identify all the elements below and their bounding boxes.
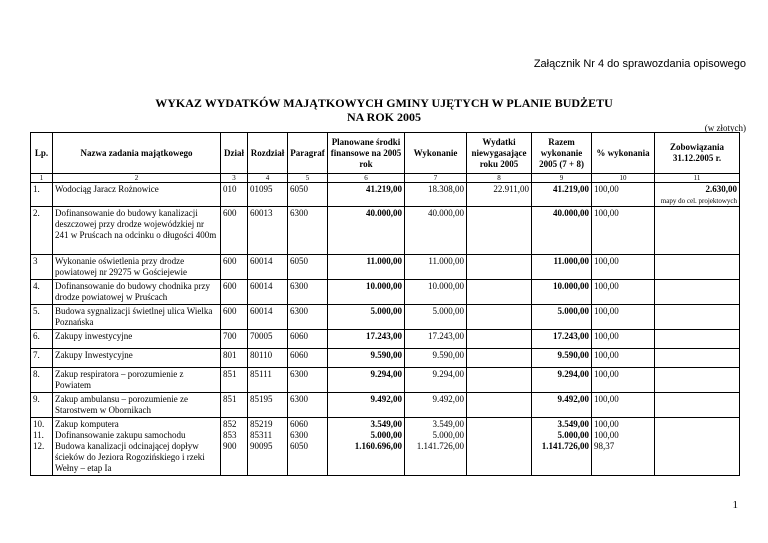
row-total-text: 9.492,00 [557,394,589,404]
row-dzial-text: 700 [223,331,237,341]
row-planned-text: 17.243,00 [366,331,402,341]
row-rozdzial [248,255,288,280]
row-obligations [655,207,740,255]
row-percent-text: 100,00 [594,331,619,341]
row-executed-text: 9.492,00 [432,394,464,404]
row-dzial [221,349,248,368]
group-paragraf-item: 6050 [290,441,308,451]
row-nonexpiring [467,305,532,330]
row-percent-text: 100,00 [594,208,619,218]
group-percent-item: 100,00 [594,430,619,440]
group-executed-item: 3.549,00 [432,419,464,429]
page-number: 1 [732,499,738,511]
row-executed [405,280,467,305]
row-total [532,183,592,207]
row-planned-text: 5.000,00 [370,306,402,316]
header-row [31,133,740,174]
row-total [532,305,592,330]
table-row [31,393,740,418]
row-percent-text: 100,00 [594,184,619,194]
row-total [532,393,592,418]
row-paragraf [288,255,328,280]
row-dzial [221,330,248,349]
row-planned-text: 9.492,00 [370,394,402,404]
row-rozdzial-text: 85195 [250,394,273,404]
row-lp-text: 6. [33,331,40,341]
row-dzial-text: 600 [223,306,237,316]
group-paragraf-item: 6300 [290,430,308,440]
group-name-item: Budowa kanalizacji odcinającej dopływ ścieków do Jeziora Rogozińskiego i rzeki Wełny – etap Ia [55,441,205,473]
row-rozdzial-text: 85111 [250,369,272,379]
row-percent-text: 100,00 [594,281,619,291]
row-lp [31,368,53,393]
obligation-note: mapy do cel. projektowych [660,197,737,205]
row-percent-text: 100,00 [594,350,619,360]
row-planned [328,305,405,330]
row-obligations [655,255,740,280]
row-lp [31,255,53,280]
row-rozdzial [248,330,288,349]
row-name-text: Wykonanie oświetlenia przy drodze powiatowej nr 29275 w Gościejewie [55,256,187,277]
row-paragraf [288,280,328,305]
unit-label: (w złotych) [704,123,746,133]
row-total [532,349,592,368]
row-obligations [655,280,740,305]
row-total [532,207,592,255]
row-planned-text: 40.000,00 [366,208,402,218]
table-row [31,349,740,368]
header-rozdzial: Rozdział [248,133,288,174]
attachment-label: Załącznik Nr 4 do sprawozdania opisowego [533,58,746,70]
row-rozdzial-text: 60013 [250,208,273,218]
row-percent-text: 100,00 [594,369,619,379]
row-paragraf [288,393,328,418]
row-nonexpiring-text: 22.911,00 [493,184,529,194]
col-number: 8 [467,174,532,183]
header-dzial: Dział [221,133,248,174]
group-total-item: 5.000,00 [557,430,589,440]
row-lp [31,305,53,330]
group-percent-item: 98,37 [594,441,615,451]
group-empty [655,418,740,476]
row-lp [31,183,53,207]
row-total [532,330,592,349]
row-dzial-text: 600 [223,208,237,218]
row-executed [405,393,467,418]
group-empty [467,418,532,476]
row-dzial [221,255,248,280]
row-rozdzial [248,305,288,330]
row-executed [405,330,467,349]
row-name [53,183,221,207]
row-paragraf-text: 6300 [290,394,308,404]
header-lp: Lp. [31,133,53,174]
row-nonexpiring [467,330,532,349]
row-percent-text: 100,00 [594,256,619,266]
row-obligations-text: 2.630,00 [705,184,737,194]
row-rozdzial-text: 60014 [250,256,273,266]
row-percent [592,183,655,207]
row-planned [328,393,405,418]
group-dzial-item: 853 [223,430,237,440]
row-dzial-text: 600 [223,256,237,266]
row-name [53,330,221,349]
row-executed [405,255,467,280]
group-lp-item: 10. [33,419,45,429]
group-total-item: 1.141.726,00 [541,441,589,451]
table-row [31,305,740,330]
col-number: 6 [328,174,405,183]
group-lp-item: 12. [33,441,45,451]
row-lp-text: 4. [33,281,40,291]
row-total-text: 9.294,00 [557,369,589,379]
row-paragraf-text: 6300 [290,369,308,379]
row-dzial-text: 851 [223,369,237,379]
group-planned-item: 5.000,00 [370,430,402,440]
row-total-text: 9.590,00 [557,350,589,360]
row-paragraf [288,183,328,207]
col-number: 1 [31,174,53,183]
header-executed: Wykonanie [405,133,467,174]
row-name-text: Wodociąg Jaracz Rożnowice [55,184,159,194]
row-total [532,255,592,280]
row-executed-text: 9.294,00 [432,369,464,379]
group-lp-item: 11. [33,430,44,440]
row-executed [405,305,467,330]
row-lp-text: 7. [33,350,40,360]
row-planned [328,368,405,393]
group-percent-item: 100,00 [594,419,619,429]
group-paragraf-item: 6060 [290,419,308,429]
row-dzial-text: 600 [223,281,237,291]
row-rozdzial-text: 80110 [250,350,273,360]
row-rozdzial [248,349,288,368]
row-percent-text: 100,00 [594,394,619,404]
row-nonexpiring [467,368,532,393]
row-obligations [655,305,740,330]
row-planned-text: 9.294,00 [370,369,402,379]
row-planned [328,183,405,207]
group-dzial-item: 900 [223,441,237,451]
row-paragraf-text: 6060 [290,350,308,360]
row-nonexpiring [467,255,532,280]
row-planned [328,349,405,368]
row-paragraf [288,330,328,349]
row-percent [592,305,655,330]
row-percent [592,349,655,368]
row-executed-text: 9.590,00 [432,350,464,360]
col-number: 4 [248,174,288,183]
row-name [53,280,221,305]
row-obligations [655,393,740,418]
header-percent: % wykonania [592,133,655,174]
row-executed [405,183,467,207]
row-dzial [221,368,248,393]
row-total-text: 41.219,00 [553,184,589,194]
group-name-item: Dofinansowanie zakupu samochodu [55,430,186,440]
row-name [53,305,221,330]
row-percent [592,255,655,280]
row-rozdzial [248,368,288,393]
column-number-row [31,174,740,183]
row-rozdzial [248,393,288,418]
row-planned-text: 41.219,00 [366,184,402,194]
row-rozdzial [248,207,288,255]
row-name-text: Zakup ambulansu – porozumienie ze Starostwem w Obornikach [55,394,188,415]
col-number: 9 [532,174,592,183]
row-paragraf [288,349,328,368]
row-paragraf [288,368,328,393]
group-planned-item: 3.549,00 [370,419,402,429]
table-row [31,368,740,393]
row-total-text: 10.000,00 [553,281,589,291]
row-rozdzial-text: 60014 [250,306,273,316]
row-planned [328,280,405,305]
row-percent [592,280,655,305]
row-dzial [221,280,248,305]
table-row [31,255,740,280]
group-rozdzial-item: 85219 [250,419,273,429]
table-row [31,207,740,255]
row-lp-text: 3 [33,256,38,266]
document-subtitle: NA ROK 2005 [346,110,421,124]
table-row [31,330,740,349]
group-total [532,418,592,476]
row-lp-text: 8. [33,369,40,379]
row-paragraf-text: 6060 [290,331,308,341]
row-nonexpiring [467,349,532,368]
row-planned-text: 11.000,00 [366,256,402,266]
row-lp-text: 1. [33,184,40,194]
row-total-text: 17.243,00 [553,331,589,341]
row-executed-text: 40.000,00 [428,208,464,218]
row-lp-text: 2. [33,208,40,218]
row-dzial-text: 801 [223,350,237,360]
group-rozdzial-item: 85311 [250,430,273,440]
row-percent [592,368,655,393]
row-dzial-text: 010 [223,184,237,194]
row-executed-text: 5.000,00 [432,306,464,316]
table-row-group [31,418,740,476]
row-dzial-text: 851 [223,394,237,404]
row-total-text: 40.000,00 [553,208,589,218]
row-total [532,280,592,305]
group-planned-item: 1.160.696,00 [354,441,402,451]
row-planned-text: 10.000,00 [366,281,402,291]
row-planned [328,207,405,255]
row-nonexpiring [467,393,532,418]
row-name-text: Zakupy Inwestycyjne [55,350,133,360]
row-name-text: Dofinansowanie do budowy kanalizacji deszczowej przy drodze wojewódzkiej nr 241 w Pruścach na odcinku o długości 400m [55,208,217,240]
header-total: Razem wykonanie 2005 (7 + 8) [532,133,592,174]
row-lp [31,349,53,368]
row-total-text: 11.000,00 [553,256,589,266]
row-percent [592,330,655,349]
row-percent [592,207,655,255]
col-number: 5 [288,174,328,183]
row-obligations [655,349,740,368]
group-executed-item: 5.000,00 [432,430,464,440]
col-number: 7 [405,174,467,183]
group-executed [405,418,467,476]
row-paragraf [288,207,328,255]
row-nonexpiring [467,280,532,305]
row-paragraf-text: 6300 [290,306,308,316]
row-nonexpiring [467,183,532,207]
row-rozdzial [248,183,288,207]
row-paragraf-text: 6050 [290,256,308,266]
col-number: 3 [221,174,248,183]
row-lp [31,393,53,418]
row-dzial [221,207,248,255]
group-dzial [221,418,248,476]
row-executed [405,207,467,255]
row-total [532,368,592,393]
group-dzial-item: 852 [223,419,237,429]
row-rozdzial-text: 70005 [250,331,273,341]
row-name [53,255,221,280]
header-name: Nazwa zadania majątkowego [53,133,221,174]
document-title: WYKAZ WYDATKÓW MAJĄTKOWYCH GMINY UJĘTYCH W PLANIE BUDŻETU [155,96,613,110]
row-dzial [221,305,248,330]
row-executed [405,349,467,368]
group-planned [328,418,405,476]
col-number: 10 [592,174,655,183]
row-paragraf-text: 6300 [290,281,308,291]
col-number: 2 [53,174,221,183]
row-planned [328,255,405,280]
row-percent [592,393,655,418]
row-paragraf-text: 6300 [290,208,308,218]
row-rozdzial-text: 60014 [250,281,273,291]
group-lp [31,418,53,476]
row-rozdzial-text: 01095 [250,184,273,194]
row-name-text: Zakupy inwestycyjne [55,331,133,341]
row-paragraf [288,305,328,330]
row-lp [31,280,53,305]
table-row [31,183,740,207]
row-name-text: Dofinansowanie do budowy chodnika przy drodze powiatowej w Pruścach [55,281,210,302]
row-name [53,207,221,255]
row-name [53,349,221,368]
row-name [53,393,221,418]
row-nonexpiring [467,207,532,255]
row-obligations [655,183,740,207]
table-row [31,280,740,305]
group-name-item: Zakup komputera [55,419,119,429]
row-rozdzial [248,280,288,305]
row-obligations [655,330,740,349]
row-paragraf-text: 6050 [290,184,308,194]
group-paragraf [288,418,328,476]
row-executed-text: 17.243,00 [428,331,464,341]
row-executed-text: 18.308,00 [428,184,464,194]
group-name [53,418,221,476]
row-name [53,368,221,393]
row-executed [405,368,467,393]
group-executed-item: 1.141.726,00 [416,441,464,451]
expenditure-table [30,132,740,476]
row-lp-text: 9. [33,394,40,404]
row-percent-text: 100,00 [594,306,619,316]
row-executed-text: 11.000,00 [428,256,464,266]
row-name-text: Budowa sygnalizacji świetlnej ulica Wielka Poznańska [55,306,213,327]
row-planned-text: 9.590,00 [370,350,402,360]
header-nonexpiring: Wydatki niewygasające roku 2005 [467,133,532,174]
row-executed-text: 10.000,00 [428,281,464,291]
row-planned [328,330,405,349]
header-obligations: Zobowiązania 31.12.2005 r. [655,133,740,174]
row-lp [31,330,53,349]
row-lp-text: 5. [33,306,40,316]
row-name-text: Zakup respiratora – porozumienie z Powiatem [55,369,184,390]
group-rozdzial-item: 90095 [250,441,273,451]
group-rozdzial [248,418,288,476]
row-total-text: 5.000,00 [557,306,589,316]
group-percent [592,418,655,476]
row-dzial [221,183,248,207]
header-planned: Planowane środki finansowe na 2005 rok [328,133,405,174]
header-paragraf: Paragraf [288,133,328,174]
row-dzial [221,393,248,418]
row-lp [31,207,53,255]
col-number: 11 [655,174,740,183]
group-total-item: 3.549,00 [557,419,589,429]
row-obligations [655,368,740,393]
